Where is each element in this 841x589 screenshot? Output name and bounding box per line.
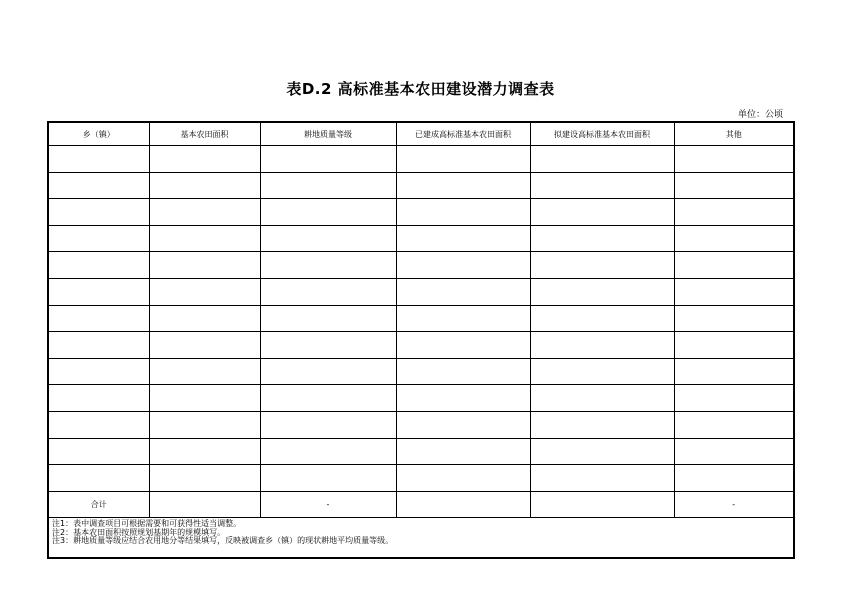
notes-cell bbox=[48, 518, 794, 559]
table-cell[interactable] bbox=[396, 225, 530, 252]
total-cell[interactable] bbox=[396, 491, 530, 518]
table-cell[interactable] bbox=[149, 411, 260, 438]
table-cell[interactable] bbox=[674, 278, 794, 305]
table-cell[interactable] bbox=[260, 199, 396, 226]
table-cell[interactable] bbox=[396, 146, 530, 173]
table-cell[interactable] bbox=[674, 199, 794, 226]
table-row bbox=[48, 438, 794, 465]
table-cell[interactable] bbox=[530, 146, 674, 173]
table-cell[interactable] bbox=[674, 385, 794, 412]
table-body bbox=[48, 146, 794, 559]
table-cell[interactable] bbox=[48, 172, 149, 199]
table-cell[interactable] bbox=[48, 438, 149, 465]
table-title: 表D.2 高标准基本农田建设潜力调查表 bbox=[286, 80, 555, 98]
table-cell[interactable] bbox=[530, 252, 674, 279]
table-cell[interactable] bbox=[530, 172, 674, 199]
table-row bbox=[48, 146, 794, 173]
table-cell[interactable] bbox=[48, 411, 149, 438]
table-cell[interactable] bbox=[149, 465, 260, 492]
unit-label: 单位：公顷 bbox=[737, 110, 783, 120]
table-row bbox=[48, 385, 794, 412]
table-row bbox=[48, 358, 794, 385]
table-row bbox=[48, 411, 794, 438]
table-cell[interactable] bbox=[396, 305, 530, 332]
table-row bbox=[48, 172, 794, 199]
note-1: 注1：表中调查项目可根据需要和可获得性适当调整。 bbox=[52, 519, 242, 529]
table-cell[interactable] bbox=[674, 146, 794, 173]
table-cell[interactable] bbox=[260, 225, 396, 252]
table-cell[interactable] bbox=[530, 278, 674, 305]
table-row bbox=[48, 225, 794, 252]
table-cell[interactable] bbox=[674, 252, 794, 279]
table-cell[interactable] bbox=[530, 438, 674, 465]
table-cell[interactable] bbox=[530, 411, 674, 438]
table-cell[interactable] bbox=[260, 411, 396, 438]
table-cell[interactable] bbox=[260, 278, 396, 305]
table-cell[interactable] bbox=[48, 332, 149, 359]
table-cell[interactable] bbox=[149, 252, 260, 279]
table-cell[interactable] bbox=[396, 411, 530, 438]
table-cell[interactable] bbox=[48, 199, 149, 226]
table-cell[interactable] bbox=[149, 199, 260, 226]
table-cell[interactable] bbox=[48, 305, 149, 332]
table-row bbox=[48, 199, 794, 226]
table-cell[interactable] bbox=[674, 225, 794, 252]
table-cell[interactable] bbox=[48, 358, 149, 385]
table-row bbox=[48, 332, 794, 359]
table-cell[interactable] bbox=[48, 278, 149, 305]
table-cell[interactable] bbox=[260, 332, 396, 359]
table-cell[interactable] bbox=[674, 465, 794, 492]
table-cell[interactable] bbox=[260, 465, 396, 492]
table-cell[interactable] bbox=[674, 305, 794, 332]
total-cell[interactable] bbox=[149, 491, 260, 518]
table-cell[interactable] bbox=[530, 465, 674, 492]
table-cell[interactable] bbox=[149, 385, 260, 412]
table-cell[interactable] bbox=[149, 438, 260, 465]
table-cell[interactable] bbox=[674, 438, 794, 465]
table-cell[interactable] bbox=[48, 252, 149, 279]
column-header-farmland-quality-grade: 耕地质量等级 bbox=[260, 122, 396, 146]
table-cell[interactable] bbox=[260, 358, 396, 385]
table-row bbox=[48, 465, 794, 492]
table-cell[interactable] bbox=[396, 199, 530, 226]
table-cell[interactable] bbox=[396, 358, 530, 385]
table-cell[interactable] bbox=[48, 465, 149, 492]
table-cell[interactable] bbox=[530, 385, 674, 412]
table-cell[interactable] bbox=[674, 172, 794, 199]
table-cell[interactable] bbox=[48, 225, 149, 252]
header-row bbox=[48, 122, 794, 146]
table-cell[interactable] bbox=[48, 146, 149, 173]
table-cell[interactable] bbox=[260, 252, 396, 279]
table-cell[interactable] bbox=[149, 225, 260, 252]
column-header-other: 其他 bbox=[674, 122, 794, 146]
total-row bbox=[48, 491, 794, 518]
table-cell[interactable] bbox=[530, 305, 674, 332]
table-cell[interactable] bbox=[674, 358, 794, 385]
note-2: 注2：基本农田面积按照规划基期年的规模填写。 bbox=[52, 527, 226, 537]
table-cell[interactable] bbox=[149, 358, 260, 385]
column-header-township: 乡（镇） bbox=[48, 122, 149, 146]
table-cell[interactable] bbox=[149, 332, 260, 359]
total-cell[interactable] bbox=[530, 491, 674, 518]
column-header-built-high-standard-area: 已建成高标准基本农田面积 bbox=[396, 122, 530, 146]
table-cell[interactable] bbox=[149, 172, 260, 199]
table-cell[interactable] bbox=[260, 172, 396, 199]
table-cell[interactable] bbox=[149, 278, 260, 305]
column-header-basic-farmland-area: 基本农田面积 bbox=[149, 122, 260, 146]
table-cell[interactable] bbox=[396, 385, 530, 412]
table-cell[interactable] bbox=[674, 332, 794, 359]
table-cell[interactable] bbox=[530, 199, 674, 226]
table-cell[interactable] bbox=[396, 465, 530, 492]
table-cell[interactable] bbox=[396, 172, 530, 199]
total-label-cell: 合计 bbox=[48, 491, 149, 518]
table-cell[interactable] bbox=[396, 278, 530, 305]
table-cell[interactable] bbox=[149, 146, 260, 173]
table-cell[interactable] bbox=[260, 438, 396, 465]
survey-table bbox=[47, 121, 795, 559]
total-cell[interactable]: - bbox=[260, 491, 396, 518]
total-cell[interactable]: - bbox=[674, 491, 794, 518]
note-3: 注3：耕地质量等级应结合农用地分等结果填写，反映被调查乡（镇）的现状耕地平均质量等级。 bbox=[52, 536, 394, 546]
table-cell[interactable] bbox=[396, 332, 530, 359]
table-cell[interactable] bbox=[674, 411, 794, 438]
table-cell[interactable] bbox=[260, 385, 396, 412]
table-row bbox=[48, 278, 794, 305]
table-cell[interactable] bbox=[260, 146, 396, 173]
table-cell[interactable] bbox=[530, 332, 674, 359]
table-cell[interactable] bbox=[530, 225, 674, 252]
table-cell[interactable] bbox=[396, 252, 530, 279]
notes-row bbox=[48, 518, 794, 559]
table-cell[interactable] bbox=[149, 305, 260, 332]
table-cell[interactable] bbox=[396, 438, 530, 465]
table-cell[interactable] bbox=[260, 305, 396, 332]
table-cell[interactable] bbox=[48, 385, 149, 412]
table-row bbox=[48, 252, 794, 279]
table-row bbox=[48, 305, 794, 332]
column-header-planned-high-standard-area: 拟建设高标准基本农田面积 bbox=[530, 122, 674, 146]
table-cell[interactable] bbox=[530, 358, 674, 385]
